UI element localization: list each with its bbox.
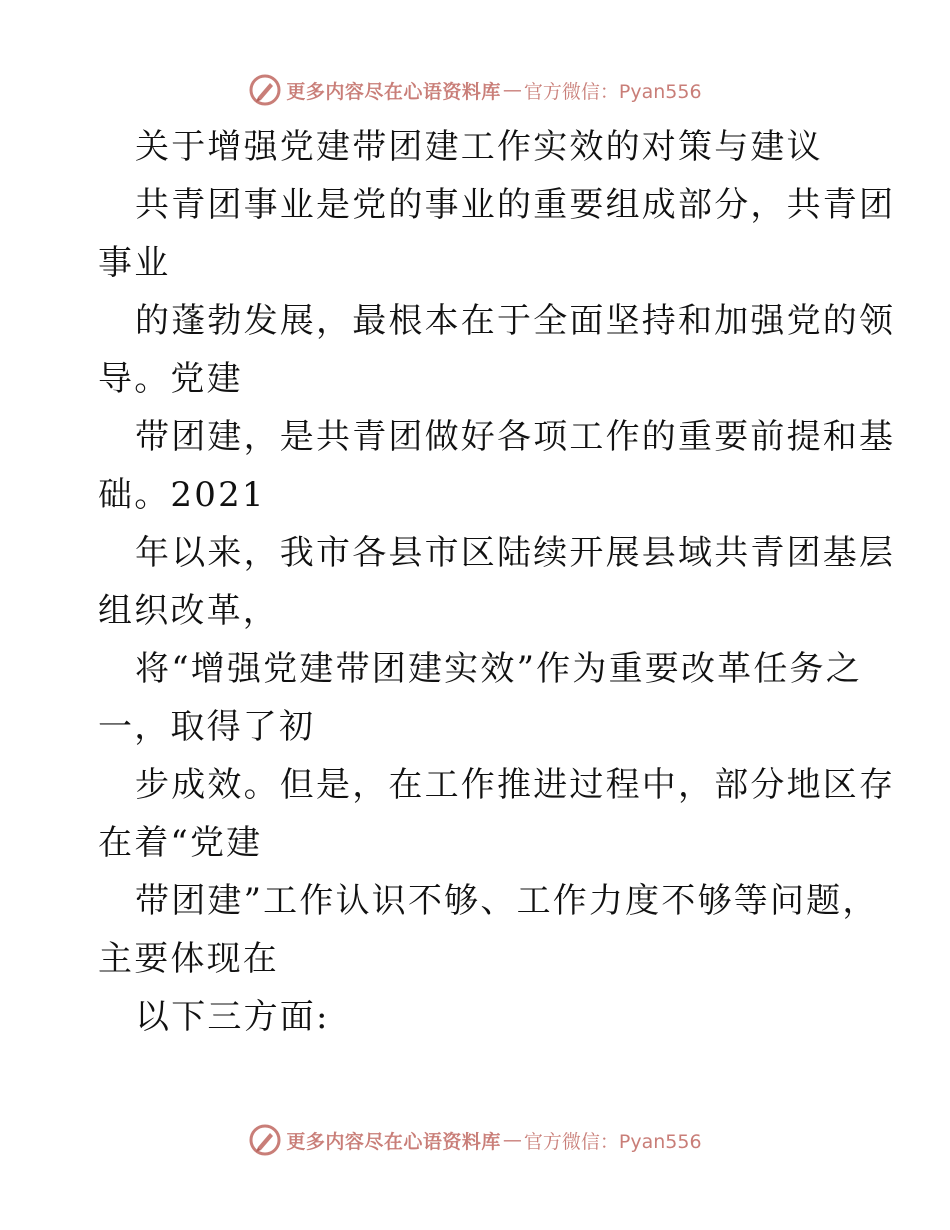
text-line: 一，取得了初 [98,707,316,747]
text-line: 将“增强党建带团建实效”作为重要改革任务之 [135,649,862,689]
text-line: 础。2021 [98,475,266,515]
document-title: 关于增强党建带团建工作实效的对策与建议 [135,127,823,167]
text-line: 导。党建 [98,359,243,399]
text-line: 在着“党建 [98,823,263,863]
header-watermark-banner [0,70,950,110]
text-line: 带团建，是共青团做好各项工作的重要前提和基 [135,417,896,457]
footer-watermark-banner [0,1120,950,1160]
text-line: 以下三方面: [135,997,330,1037]
text-line: 组织改革， [98,591,279,631]
banner-wechat-contact: 官方微信：Pyan556 [523,1130,702,1153]
text-line: 的蓬勃发展，最根本在于全面坚持和加强党的领 [135,301,896,341]
banner-wechat-contact: 官方微信：Pyan556 [523,80,702,103]
banner-dash: — [502,1129,522,1151]
text-line: 年以来，我市各县市区陆续开展县域共青团基层 [135,533,896,573]
text-line: 步成效。但是，在工作推进过程中，部分地区存 [135,765,896,805]
text-line: 主要体现在 [98,939,279,979]
text-line: 事业 [98,243,171,283]
banner-dash: — [502,79,522,101]
pen-circle-logo-icon [248,73,282,107]
banner-library-text: 更多内容尽在心语资料库 [286,80,501,103]
text-line: 带团建”工作认识不够、工作力度不够等问题， [135,881,879,921]
document-body [98,118,896,1046]
text-line: 共青团事业是党的事业的重要组成部分，共青团 [135,185,896,225]
banner-library-text: 更多内容尽在心语资料库 [286,1130,501,1153]
pen-circle-logo-icon [248,1123,282,1157]
